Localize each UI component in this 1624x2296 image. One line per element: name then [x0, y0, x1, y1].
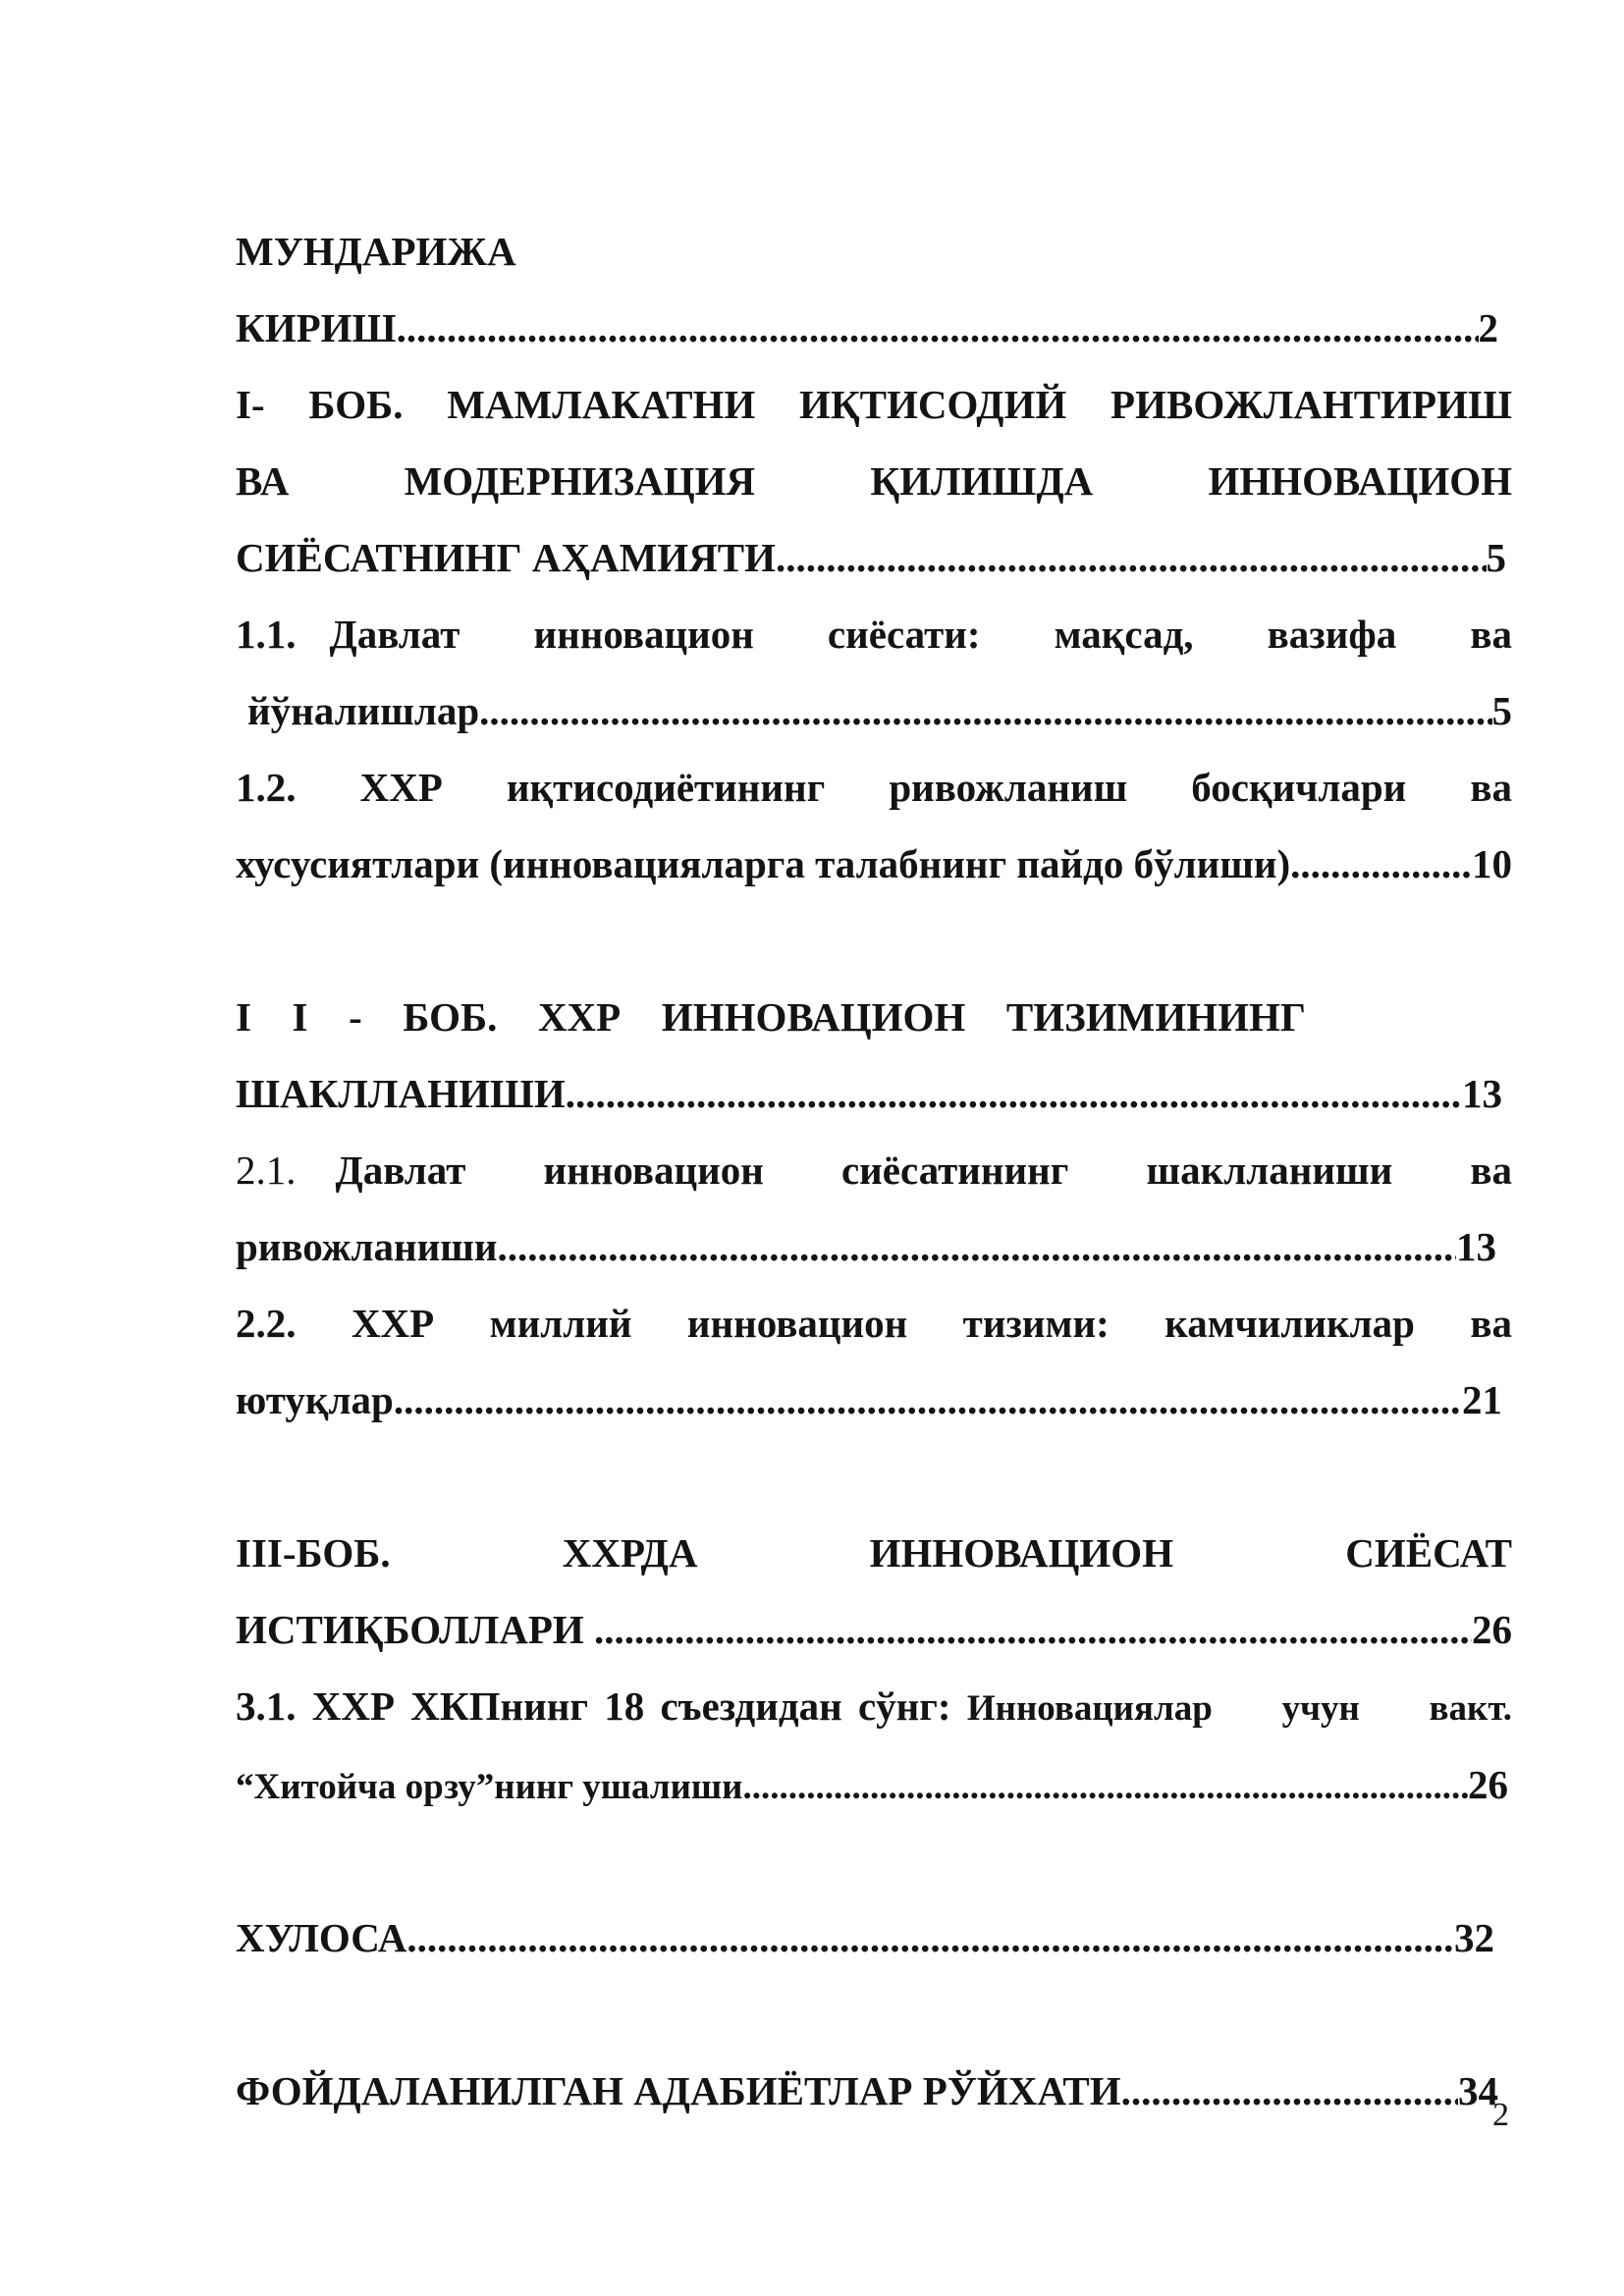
page-number: 2: [1492, 2097, 1509, 2133]
section-2-2-line2: [236, 1377, 1502, 1422]
toc-entry-label: ХУЛОСА: [236, 1915, 407, 1960]
toc-entry-label: “Хитойча орзу”нинг ушалиши: [236, 1767, 743, 1807]
dot-leader: [406, 1918, 1454, 1958]
chapter-2-title-line1: I I - БОБ. ХХР ИННОВАЦИОН ТИЗИМИНИНГ: [236, 994, 1306, 1040]
chapter-1-title-line1: I- БОБ. МАМЛАКАТНИ ИҚТИСОДИЙ РИВОЖЛАНТИРИШ: [236, 382, 1512, 427]
toc-entry-page: 10: [1472, 841, 1512, 886]
section-1-2-line2: [236, 841, 1512, 886]
chapter-3-title-line2: [236, 1607, 1512, 1652]
section-3-1-line1: [236, 1683, 1512, 1729]
section-title: Давлат инновацион сиёсатининг шаклланиши ва: [335, 1148, 1512, 1193]
toc-entry-label: ФОЙДАЛАНИЛГАН АДАБИЁТЛАР РЎЙХАТИ: [236, 2068, 1121, 2113]
toc-entry-page: 5: [1491, 688, 1512, 733]
dot-leader: [594, 1610, 1472, 1650]
toc-entry-label: йўналишлар: [247, 688, 480, 733]
dot-leader: [1290, 844, 1472, 884]
dot-leader: [394, 1380, 1462, 1420]
section-2-1-line1: [236, 1150, 1512, 1191]
dot-leader: [397, 308, 1479, 348]
toc-entry-page: 32: [1454, 1915, 1494, 1960]
toc-entry-page: 21: [1462, 1377, 1502, 1422]
toc-entry-page: 34: [1458, 2068, 1498, 2113]
toc-entry-label: ИСТИҚБОЛЛАРИ: [236, 1607, 595, 1652]
toc-title: МУНДАРИЖА: [236, 229, 516, 274]
toc-entry-page: 26: [1472, 1607, 1512, 1652]
section-title: 3.1. ХХР ХКПнинг 18 съездидан сўнг:: [236, 1683, 967, 1729]
dot-leader: [776, 538, 1486, 578]
section-number: 2.1.: [236, 1148, 297, 1193]
section-1-1-line2: [247, 688, 1512, 733]
section-2-2-line1: 2.2. ХХР миллий инновацион тизими: камчиликлар ва: [236, 1301, 1512, 1346]
section-title: Давлат инновацион сиёсати: мақсад, вазифа ва: [329, 612, 1512, 657]
toc-entry-page: 26: [1468, 1762, 1508, 1807]
toc-entry-page: 13: [1462, 1071, 1502, 1116]
toc-entry-page: 2: [1478, 305, 1498, 350]
toc-entry-label: КИРИШ: [236, 305, 397, 350]
chapter-1-title-line3: [236, 535, 1506, 580]
section-number: 1.1.: [236, 612, 297, 657]
dot-leader: [1121, 2071, 1458, 2111]
dot-leader: [566, 1074, 1462, 1114]
section-title-continued: Инновациялар учун вакт.: [966, 1688, 1512, 1729]
toc-entry-references: [236, 2068, 1498, 2113]
toc-entry-page: 13: [1456, 1224, 1496, 1269]
section-3-1-line2: [236, 1762, 1508, 1807]
toc-entry-page: 5: [1486, 535, 1506, 580]
section-1-2-line1: 1.2. ХХР иқтисодиётининг ривожланиш босқичлари ва: [236, 765, 1512, 810]
dot-leader: [497, 1227, 1456, 1267]
toc-entry-label: ютуқлар: [236, 1377, 394, 1422]
dot-leader: [479, 691, 1491, 731]
toc-entry-intro: [236, 305, 1498, 350]
chapter-1-title-line2: ВА МОДЕРНИЗАЦИЯ ҚИЛИШДА ИННОВАЦИОН: [236, 458, 1512, 504]
toc-entry-label: ривожланиши: [236, 1224, 498, 1269]
toc-entry-conclusion: [236, 1915, 1494, 1960]
chapter-3-title-line1: III-БОБ. ХХРДА ИННОВАЦИОН СИЁСАТ: [236, 1530, 1512, 1575]
section-2-1-line2: [236, 1224, 1496, 1269]
dot-leader: [742, 1769, 1468, 1805]
toc-entry-label: ШАКЛЛАНИШИ: [236, 1071, 566, 1116]
toc-entry-label: хусусиятлари (инновацияларга талабнинг пайдо бўлиши): [236, 841, 1291, 886]
chapter-2-title-line2: [236, 1071, 1502, 1116]
section-1-1-line1: [236, 614, 1512, 655]
toc-entry-label: СИЁСАТНИНГ АҲАМИЯТИ: [236, 535, 777, 580]
